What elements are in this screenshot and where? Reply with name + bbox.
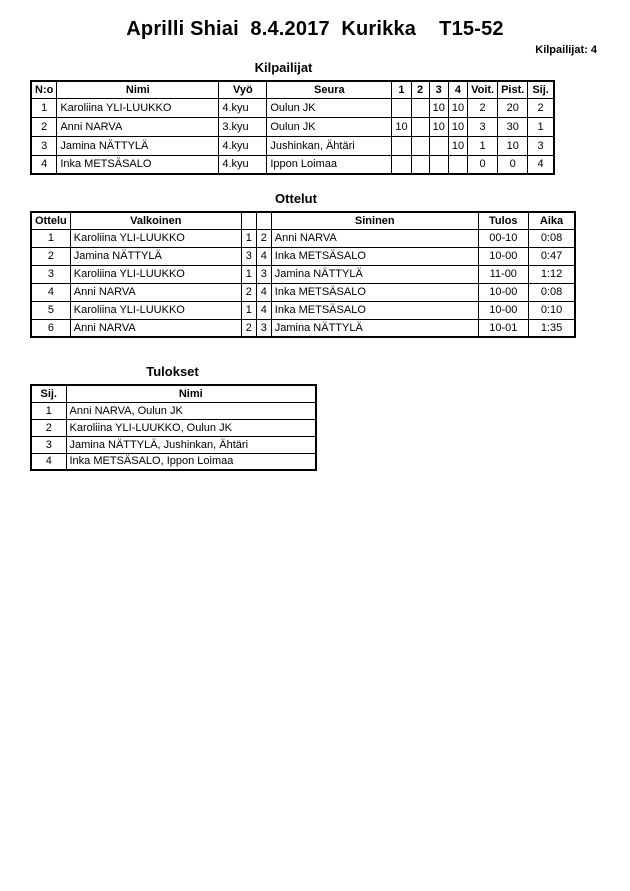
cell-sij: 4 [31,453,66,470]
cell-ottelu: 5 [31,301,70,319]
table-row [31,301,575,319]
cell-3 [429,136,448,155]
table-row [31,283,575,301]
cell-snum: 4 [256,247,271,265]
cell-pist: 10 [498,136,528,155]
cell-1 [392,136,411,155]
cell-no: 3 [31,136,57,155]
cell-vyo: 4.kyu [219,98,267,117]
cell-snum: 2 [256,229,271,247]
cell-pist: 20 [498,98,528,117]
cell-2 [411,98,429,117]
cell-no: 1 [31,98,57,117]
cell-nimi: Jamina NÄTTYLÄ, Jushinkan, Ähtäri [66,436,316,453]
cell-ottelu: 1 [31,229,70,247]
cell-vnum: 1 [241,229,256,247]
cell-no: 2 [31,117,57,136]
cell-snum: 3 [256,265,271,283]
col-header-seura: Seura [267,81,392,98]
table-row [31,319,575,337]
table-row [31,419,316,436]
col-header-snum [256,212,271,229]
col-header-aika: Aika [528,212,575,229]
cell-voit: 3 [468,117,498,136]
table-row [31,136,554,155]
cell-4 [448,155,467,174]
cell-vyo: 4.kyu [219,155,267,174]
cell-nimi: Anni NARVA [57,117,219,136]
cell-aika: 1:35 [528,319,575,337]
cell-aika: 0:10 [528,301,575,319]
cell-aika: 1:12 [528,265,575,283]
cell-nimi: Karoliina YLI-LUUKKO [57,98,219,117]
tulokset-heading-wrap [30,364,315,379]
cell-sij: 4 [528,155,554,174]
cell-1 [392,155,411,174]
page-title: Aprilli Shiai 8.4.2017 Kurikka T15-52 [126,18,504,40]
cell-tulos: 00-10 [478,229,528,247]
cell-valkoinen: Karoliina YLI-LUUKKO [70,301,241,319]
cell-sij: 2 [528,98,554,117]
cell-vyo: 3.kyu [219,117,267,136]
cell-sij: 1 [528,117,554,136]
col-header-sij: Sij. [528,81,554,98]
cell-sininen: Jamina NÄTTYLÄ [271,265,478,283]
table-header-row [31,81,554,98]
col-header-no: N:o [31,81,57,98]
cell-no: 4 [31,155,57,174]
cell-sininen: Inka METSÄSALO [271,301,478,319]
cell-snum: 4 [256,283,271,301]
cell-nimi: Inka METSÄSALO, Ippon Loimaa [66,453,316,470]
ottelut-heading: Ottelut [275,191,317,206]
cell-vnum: 3 [241,247,256,265]
cell-vnum: 2 [241,319,256,337]
tulokset-table [30,384,317,471]
cell-aika: 0:47 [528,247,575,265]
cell-seura: Oulun JK [267,117,392,136]
table-row [31,453,316,470]
cell-1: 10 [392,117,411,136]
col-header-tulos: Tulos [478,212,528,229]
cell-4: 10 [448,136,467,155]
cell-tulos: 10-00 [478,301,528,319]
cell-seura: Oulun JK [267,98,392,117]
table-row [31,229,575,247]
cell-sij: 3 [31,436,66,453]
cell-3: 10 [429,117,448,136]
cell-tulos: 10-00 [478,247,528,265]
cell-seura: Ippon Loimaa [267,155,392,174]
cell-valkoinen: Karoliina YLI-LUUKKO [70,229,241,247]
col-header-nimi: Nimi [66,385,316,402]
cell-nimi: Karoliina YLI-LUUKKO, Oulun JK [66,419,316,436]
cell-aika: 0:08 [528,229,575,247]
cell-tulos: 10-01 [478,319,528,337]
table-row [31,155,554,174]
col-header-nimi: Nimi [57,81,219,98]
cell-3 [429,155,448,174]
col-header-2: 2 [411,81,429,98]
table-row [31,436,316,453]
col-header-4: 4 [448,81,467,98]
col-header-voit: Voit. [468,81,498,98]
cell-voit: 1 [468,136,498,155]
ottelut-heading-wrap [30,191,562,206]
cell-ottelu: 2 [31,247,70,265]
cell-valkoinen: Anni NARVA [70,319,241,337]
tulokset-heading: Tulokset [146,364,199,379]
cell-valkoinen: Jamina NÄTTYLÄ [70,247,241,265]
cell-pist: 30 [498,117,528,136]
kilpailijat-heading: Kilpailijat [254,60,313,75]
table-row [31,402,316,419]
cell-tulos: 10-00 [478,283,528,301]
table-header-row [31,385,316,402]
col-header-1: 1 [392,81,411,98]
cell-voit: 2 [468,98,498,117]
cell-sininen: Jamina NÄTTYLÄ [271,319,478,337]
cell-voit: 0 [468,155,498,174]
col-header-ottelu: Ottelu [31,212,70,229]
cell-nimi: Jamina NÄTTYLÄ [57,136,219,155]
competitor-count-label: Kilpailijat: 4 [535,44,597,56]
kilpailijat-heading-wrap [30,60,537,75]
cell-ottelu: 4 [31,283,70,301]
col-header-valkoinen: Valkoinen [70,212,241,229]
table-row [31,247,575,265]
cell-sininen: Anni NARVA [271,229,478,247]
cell-tulos: 11-00 [478,265,528,283]
cell-vnum: 2 [241,283,256,301]
ottelut-table [30,211,576,338]
cell-seura: Jushinkan, Ähtäri [267,136,392,155]
cell-valkoinen: Karoliina YLI-LUUKKO [70,265,241,283]
col-header-pist: Pist. [498,81,528,98]
cell-snum: 4 [256,301,271,319]
cell-sij: 2 [31,419,66,436]
cell-ottelu: 6 [31,319,70,337]
cell-2 [411,155,429,174]
cell-snum: 3 [256,319,271,337]
col-header-vyo: Vyö [219,81,267,98]
cell-sij: 1 [31,402,66,419]
table-row [31,265,575,283]
cell-nimi: Anni NARVA, Oulun JK [66,402,316,419]
cell-sininen: Inka METSÄSALO [271,247,478,265]
cell-vnum: 1 [241,301,256,319]
cell-ottelu: 3 [31,265,70,283]
col-header-sij: Sij. [31,385,66,402]
col-header-vnum [241,212,256,229]
cell-pist: 0 [498,155,528,174]
cell-2 [411,136,429,155]
cell-3: 10 [429,98,448,117]
table-row [31,98,554,117]
cell-sij: 3 [528,136,554,155]
cell-aika: 0:08 [528,283,575,301]
cell-1 [392,98,411,117]
cell-sininen: Inka METSÄSALO [271,283,478,301]
table-row [31,117,554,136]
col-header-3: 3 [429,81,448,98]
cell-vnum: 1 [241,265,256,283]
kilpailijat-table [30,80,555,175]
cell-nimi: Inka METSÄSALO [57,155,219,174]
cell-vyo: 4.kyu [219,136,267,155]
cell-4: 10 [448,98,467,117]
col-header-sininen: Sininen [271,212,478,229]
cell-2 [411,117,429,136]
cell-valkoinen: Anni NARVA [70,283,241,301]
cell-4: 10 [448,117,467,136]
table-header-row [31,212,575,229]
